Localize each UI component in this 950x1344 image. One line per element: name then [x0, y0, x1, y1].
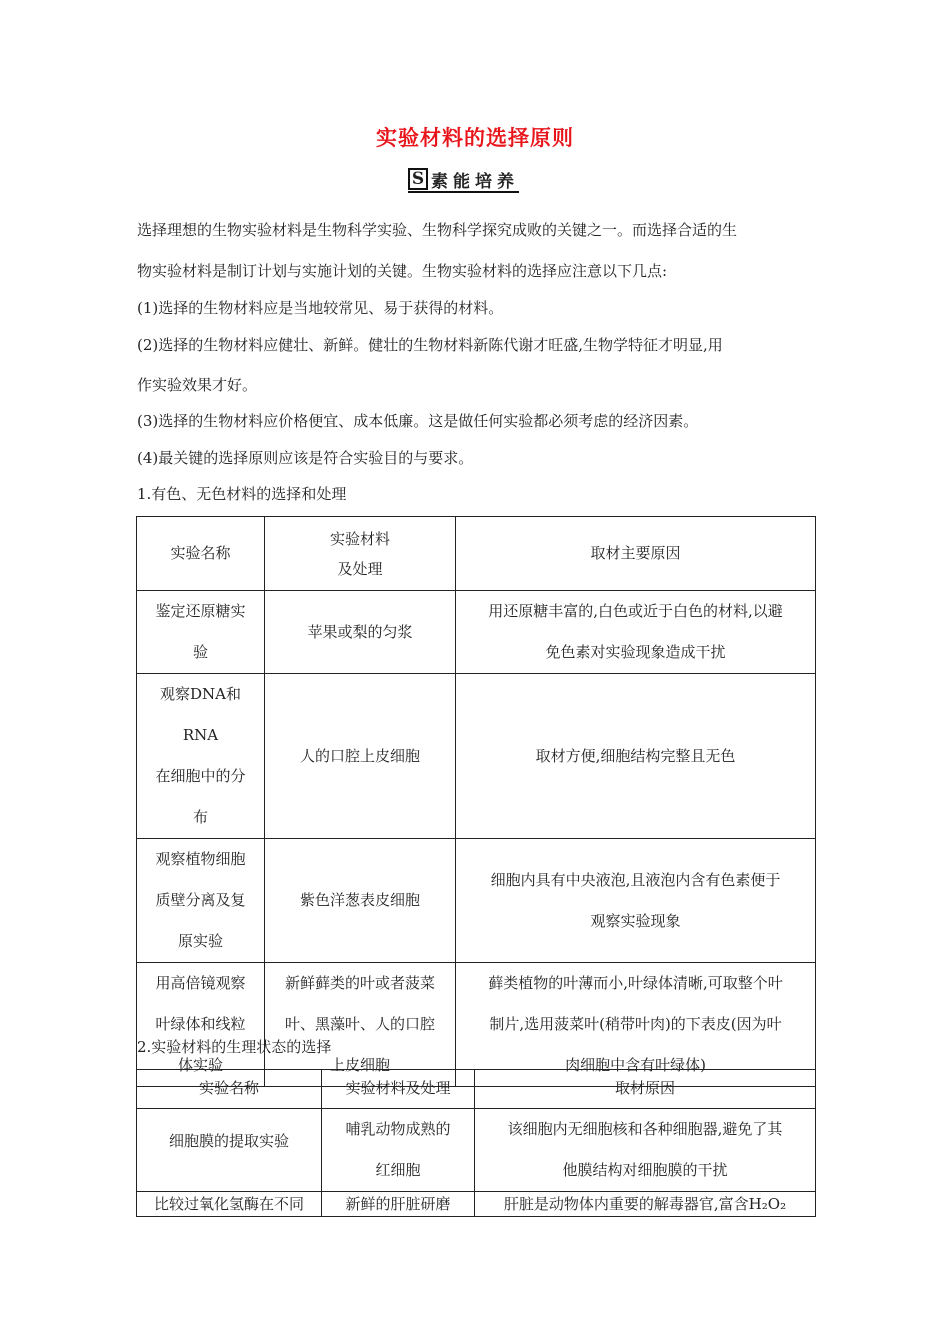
badge-text: 素能培养 — [431, 171, 519, 192]
color-material-table — [136, 516, 816, 1087]
header-cell: 实验名称 — [137, 517, 265, 591]
header-cell: 取材原因 — [475, 1070, 816, 1109]
principle-2-line: 作实验效果才好。 — [137, 376, 258, 394]
table-cell: 藓类植物的叶薄而小,叶绿体清晰,可取整个叶 制片,选用菠菜叶(稍带叶肉)的下表皮(因为叶 肉细胞中含有叶绿体) — [456, 963, 816, 1087]
principle-4: (4)最关键的选择原则应该是符合实验目的与要求。 — [137, 449, 474, 467]
header-cell: 实验材料 及处理 — [265, 517, 456, 591]
principle-3: (3)选择的生物材料应价格便宜、成本低廉。这是做任何实验都必须考虑的经济因素。 — [137, 412, 699, 430]
header-cell: 取材主要原因 — [456, 517, 816, 591]
section-badge — [408, 166, 519, 192]
intro-paragraph-line: 物实验材料是制订计划与实施计划的关键。生物实验材料的选择应注意以下几点: — [137, 262, 668, 280]
table-cell: 鉴定还原糖实 验 — [137, 591, 265, 674]
table-row — [137, 839, 816, 963]
table-cell: 肝脏是动物体内重要的解毒器官,富含H₂O₂ — [475, 1192, 816, 1217]
intro-paragraph-line: 选择理想的生物实验材料是生物科学实验、生物科学探究成败的关键之一。而选择合适的生 — [137, 221, 738, 239]
table-cell: 哺乳动物成熟的 红细胞 — [322, 1109, 475, 1192]
table-header-row — [137, 517, 816, 591]
table-cell: 苹果或梨的匀浆 — [265, 591, 456, 674]
section-1-heading: 1.有色、无色材料的选择和处理 — [137, 485, 347, 503]
table-row — [137, 591, 816, 674]
table-row — [137, 674, 816, 839]
table-cell: 紫色洋葱表皮细胞 — [265, 839, 456, 963]
header-cell: 实验名称 — [137, 1070, 322, 1109]
table-row — [137, 1109, 816, 1192]
table-cell: 比较过氧化氢酶在不同 — [137, 1192, 322, 1217]
badge-underline — [408, 191, 519, 193]
header-cell: 实验材料及处理 — [322, 1070, 475, 1109]
table-cell: 人的口腔上皮细胞 — [265, 674, 456, 839]
page-title: 实验材料的选择原则 — [376, 126, 574, 150]
table-cell: 用还原糖丰富的,白色或近于白色的材料,以避 免色素对实验现象造成干扰 — [456, 591, 816, 674]
physiological-state-table — [136, 1069, 816, 1217]
table-cell: 取材方便,细胞结构完整且无色 — [456, 674, 816, 839]
table-row — [137, 1192, 816, 1217]
table-cell: 该细胞内无细胞核和各种细胞器,避免了其 他膜结构对细胞膜的干扰 — [475, 1109, 816, 1192]
table-cell: 新鲜藓类的叶或者菠菜 叶、黑藻叶、人的口腔 上皮细胞 — [265, 963, 456, 1087]
principle-2-line: (2)选择的生物材料应健壮、新鲜。健壮的生物材料新陈代谢才旺盛,生物学特征才明显,用 — [137, 336, 723, 354]
table-cell: 观察DNA和RNA 在细胞中的分 布 — [137, 674, 265, 839]
table-cell: 用高倍镜观察 叶绿体和线粒 体实验 — [137, 963, 265, 1087]
badge-letter: S — [408, 168, 428, 190]
table-header-row — [137, 1070, 816, 1109]
table-cell: 新鲜的肝脏研磨 — [322, 1192, 475, 1217]
table-row — [137, 963, 816, 1087]
section-2-heading: 2.实验材料的生理状态的选择 — [137, 1038, 332, 1056]
principle-1: (1)选择的生物材料应是当地较常见、易于获得的材料。 — [137, 299, 504, 317]
table-cell: 观察植物细胞 质壁分离及复 原实验 — [137, 839, 265, 963]
table-cell: 细胞内具有中央液泡,且液泡内含有色素便于 观察实验现象 — [456, 839, 816, 963]
table-cell: 细胞膜的提取实验 — [137, 1109, 322, 1192]
